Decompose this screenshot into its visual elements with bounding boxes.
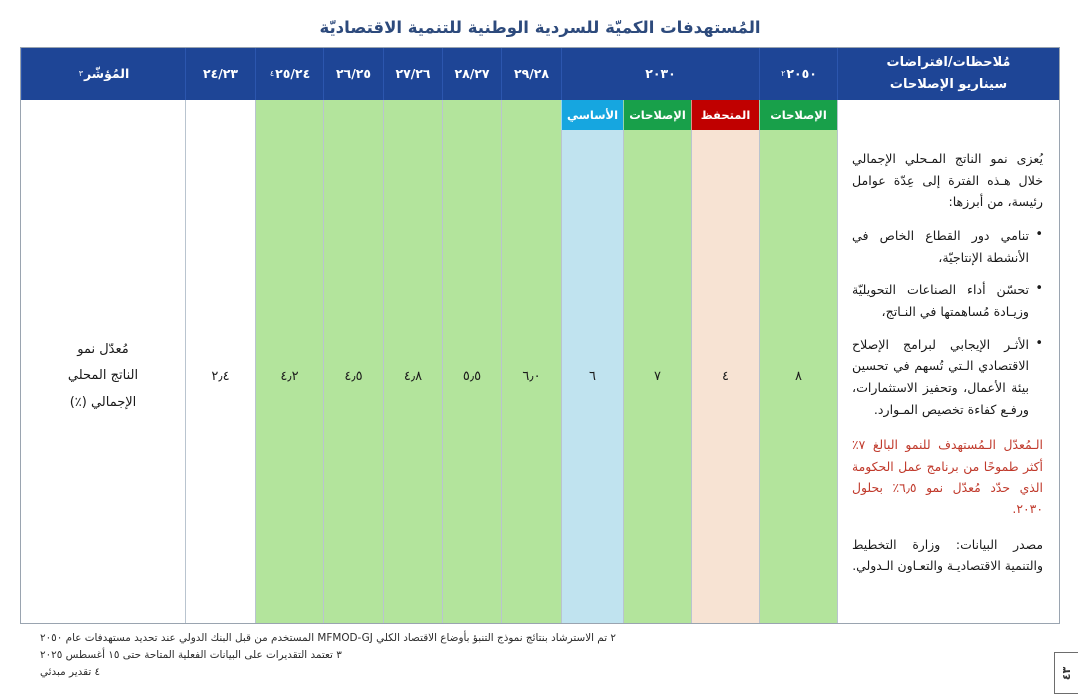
value-2030-reforms: ٧ bbox=[623, 130, 691, 623]
subheader-2726-spacer bbox=[383, 100, 442, 130]
notes-cell bbox=[837, 130, 1059, 623]
header-year-2524-mark: ٤ bbox=[269, 69, 275, 79]
page-number-marker-label: ٤٣ bbox=[1060, 666, 1073, 680]
header-year-2827-label: ٢٨/٢٧ bbox=[454, 65, 490, 81]
subheader-2030-baseline-label: الأساسي bbox=[566, 108, 619, 122]
value-2928: ٦٫٠ bbox=[501, 130, 561, 623]
list-item: • الأثـر الإيجابي لبرامج الإصلاح الاقتصادي الـتي تُسهم في تحسين بيئة الأعمال، وتحفيز الاستثمارات، ورفـع كفاءة تخصيص المـوارد. bbox=[852, 334, 1043, 421]
subheader-2625-spacer bbox=[323, 100, 383, 130]
subheader-2050-reforms bbox=[759, 100, 837, 130]
indicator-cell bbox=[21, 130, 185, 623]
header-year-2827 bbox=[442, 48, 501, 100]
header-year-2726-label: ٢٧/٢٦ bbox=[395, 65, 431, 81]
header-year-2050 bbox=[759, 48, 837, 100]
indicator-line2: الناتج المحلي bbox=[67, 368, 139, 384]
indicator-content bbox=[50, 337, 156, 417]
list-item: • تحسّن أداء الصناعات التحويليّة وزيـادة مُساهمتها في النـاتج، bbox=[852, 279, 1043, 322]
header-year-2524-label: ٢٥/٢٤ bbox=[275, 65, 311, 81]
subheader-2030-conservative bbox=[691, 100, 759, 130]
header-year-2423-label: ٢٤/٢٣ bbox=[202, 65, 239, 81]
notes-content bbox=[838, 130, 1059, 586]
header-year-2050-mark: ٢ bbox=[781, 69, 786, 79]
value-2423: ٢٫٤ bbox=[185, 130, 255, 623]
notes-source: مصدر البيانات: وزارة التخطيط والتنمية الاقتصاديـة والتعـاون الـدولي. bbox=[852, 536, 1043, 573]
page-number-marker bbox=[1054, 652, 1078, 694]
value-2030-baseline: ٦ bbox=[561, 130, 623, 623]
subheader-2524-spacer bbox=[255, 100, 323, 130]
notes-lead: يُعزى نمو الناتج المـحلي الإجمالي خلال هـذه الفترة إلى عِدّة عوامل رئيسة، من أبرزها: bbox=[852, 151, 1043, 210]
targets-table bbox=[20, 47, 1060, 624]
subheader-2423-spacer bbox=[185, 100, 255, 130]
header-year-2423 bbox=[185, 48, 255, 100]
value-2524: ٤٫٢ bbox=[255, 130, 323, 623]
indicator-line3: الإجمالي (٪) bbox=[69, 394, 137, 410]
footnotes bbox=[40, 630, 1060, 681]
header-notes-line1: مُلاحظات/افتراضات bbox=[886, 54, 1011, 70]
subheader-indicator-spacer bbox=[21, 100, 185, 130]
header-year-2030-label: ٢٠٣٠ bbox=[645, 65, 676, 81]
subheader-2827-spacer bbox=[442, 100, 501, 130]
footnote-2: ٢ تم الاسترشاد بنتائج نموذج التنبؤ بأوضاع الاقتصاد الكلي MFMOD-GJ المستخدم من قبل البنك الدولي عند تحديد مستهدفات عام ٢٠٥٠ bbox=[40, 632, 617, 644]
header-year-2726 bbox=[383, 48, 442, 100]
header-year-2625-label: ٢٦/٢٥ bbox=[335, 65, 372, 81]
value-2827: ٥٫٥ bbox=[442, 130, 501, 623]
header-indicator-mark: ٣ bbox=[78, 69, 84, 79]
subheader-2050-reforms-label: الإصلاحات bbox=[770, 108, 827, 122]
subheader-2030-conservative-label: المتحفظ bbox=[700, 108, 751, 122]
table-subheader-row bbox=[21, 100, 1059, 130]
subheader-2928-spacer bbox=[501, 100, 561, 130]
header-year-2050-label: ٢٠٥٠ bbox=[786, 65, 817, 81]
header-notes-line2: سيناريو الإصلاحات bbox=[889, 77, 1008, 92]
header-year-2928-label: ٢٩/٢٨ bbox=[513, 65, 550, 81]
header-year-2030 bbox=[561, 48, 759, 100]
table-row bbox=[21, 130, 1059, 623]
indicator-line1: مُعدّل نمو bbox=[77, 341, 129, 357]
subheader-2030-baseline bbox=[561, 100, 623, 130]
value-2726: ٤٫٨ bbox=[383, 130, 442, 623]
header-year-2928 bbox=[501, 48, 561, 100]
subheader-2030-reforms-label: الإصلاحات bbox=[629, 108, 686, 122]
footnote-3: ٣ تعتمد التقديرات على البيانات الفعلية المتاحة حتى ١٥ أغسطس ٢٠٢٥ bbox=[40, 648, 342, 661]
value-2030-conservative: ٤ bbox=[691, 130, 759, 623]
header-year-2625 bbox=[323, 48, 383, 100]
page-title: المُستهدفات الكميّة للسردية الوطنية للتنمية الاقتصاديّة bbox=[319, 18, 761, 37]
subheader-notes-spacer bbox=[837, 100, 1059, 130]
footnote-4: ٤ تقدير مبدئي bbox=[40, 665, 101, 678]
table-header-row bbox=[21, 48, 1059, 100]
header-notes bbox=[837, 48, 1059, 100]
notes-bullet-list bbox=[852, 225, 1043, 420]
value-2050-reforms: ٨ bbox=[759, 130, 837, 623]
subheader-2030-reforms bbox=[623, 100, 691, 130]
notes-highlight: الـمُعدّل الـمُستهدف للنمو البالغ ٧٪ أكثر طموحًا من برنامج عمل الحكومة الذي حدّد مُعدّل نمو ٦٫٥٪ بحلول ٢٠٣٠. bbox=[852, 437, 1043, 517]
value-2625: ٤٫٥ bbox=[323, 130, 383, 623]
list-item: • تنامي دور القطاع الخاص في الأنشطة الإنتاجيّة، bbox=[852, 225, 1043, 268]
header-indicator bbox=[21, 48, 185, 100]
header-indicator-label: المُؤشّر bbox=[84, 65, 130, 81]
header-year-2524 bbox=[255, 48, 323, 100]
